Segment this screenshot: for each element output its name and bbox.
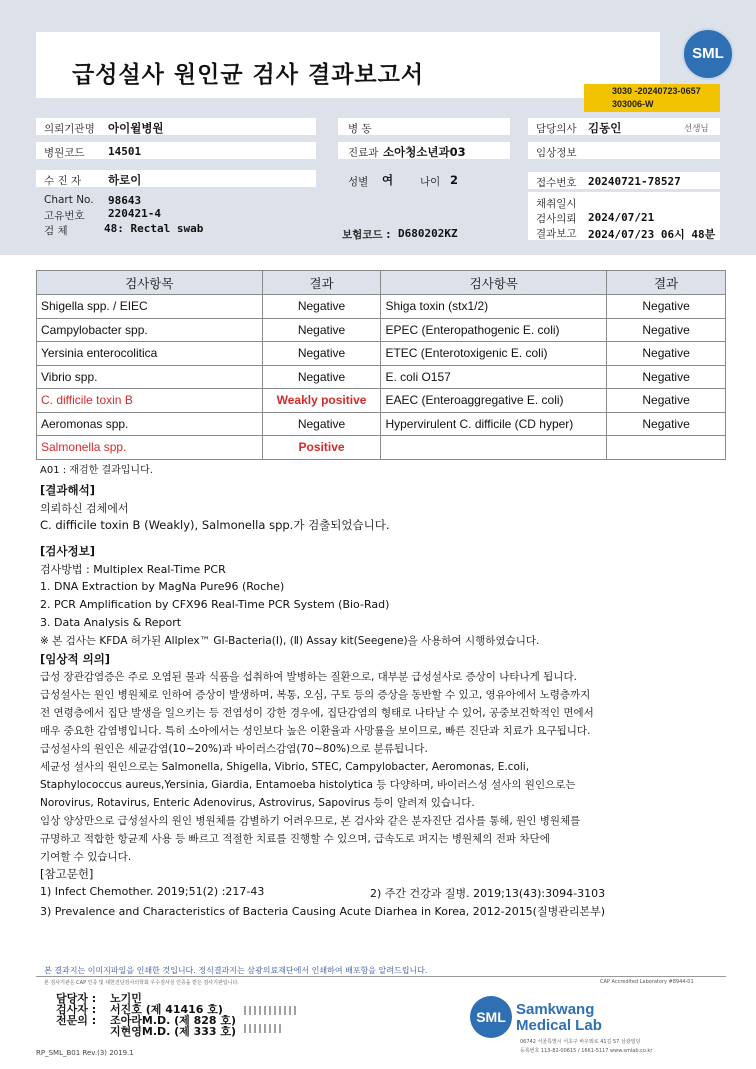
test-result: Negative <box>607 365 726 389</box>
clinical-line: 급성 장관감염증은 주로 오염된 물과 식품을 섭취하여 발병하는 질환으로, 대부분 급성설사로 증상이 나타나게 됩니다. <box>40 671 577 683</box>
lab-name-line-2: Medical Lab <box>516 1017 602 1034</box>
test-item: Aeromonas spp. <box>37 412 263 436</box>
lab-name-line-1: Samkwang <box>516 1001 595 1018</box>
test-item: Shigella spp. / EIEC <box>37 295 263 319</box>
test-item: Yersinia enterocolitica <box>37 342 263 366</box>
clinical-line: 규명하고 적합한 항균제 사용 등 빠르고 적절한 치료를 진행할 수 있으며, 급속도로 퍼지는 병원체의 전파 차단에 <box>40 833 550 845</box>
report-title: 급성설사 원인균 검사 결과보고서 <box>72 62 425 88</box>
chart-label: Chart No. <box>44 194 94 206</box>
test-info-line: 2. PCR Amplification by CFX96 Real-Time PCR System (Bio-Rad) <box>40 598 390 611</box>
clinical-line: 임상 양상만으로 급성설사의 원인 병원체를 감별하기 어려우므로, 본 검사와 같은 분자진단 검사를 통해, 원인 병원체를 <box>40 815 581 827</box>
reference-1: 1) Infect Chemother. 2019;51(2) :217-43 <box>40 885 265 898</box>
staff-specialist-1: 조아라M.D. (제 828 호) <box>110 1014 237 1027</box>
test-item: Campylobacter spp. <box>37 318 263 342</box>
sex-value: 여 <box>382 173 394 187</box>
interpretation-line-2: C. difficile toxin B (Weakly), Salmonella spp.가 검출되었습니다. <box>40 518 390 532</box>
test-item <box>381 436 607 460</box>
test-item: EAEC (Enteroaggregative E. coli) <box>381 389 607 413</box>
staff-manager-label: 담당자 : <box>56 992 97 1005</box>
test-item: ETEC (Enterotoxigenic E. coli) <box>381 342 607 366</box>
clinical-line: Staphylococcus aureus,Yersinia, Giardia, Entamoeba histolytica 등 다양하며, 바이러스성 설사의 원인으로는 <box>40 779 576 791</box>
cap-accreditation: CAP Accredited Laboratory #8944-01 <box>600 979 694 985</box>
lab-contact: 등록번호 113-82-00615 / 1661-5117 www.smlab.co.kr <box>520 1048 653 1054</box>
clinical-line: 기여할 수 있습니다. <box>40 851 132 863</box>
code-line-2: 303006-W <box>612 99 654 109</box>
clinical-line: 매우 중요한 감염병입니다. 특히 소아에서는 성인보다 높은 이환율과 사망률을 보이므로, 빠른 진단과 치료가 요구됩니다. <box>40 725 591 737</box>
header-result-1: 결과 <box>262 271 381 295</box>
retest-note: A01 : 재검한 결과입니다. <box>40 465 153 476</box>
doctor-label: 담당의사 <box>536 123 577 135</box>
chart-value: 98643 <box>108 194 142 207</box>
report-label: 결과보고 <box>536 228 577 240</box>
staff-specialist-2: 지현영M.D. (제 333 호) <box>110 1025 237 1038</box>
print-notice: 본 결과지는 이미지파일을 인쇄한 것입니다. 정식결과지는 삼광의료재단에서 인쇄하여 배포함을 알려드립니다. <box>44 966 428 975</box>
footer-divider <box>36 976 726 977</box>
header-result-2: 결과 <box>607 271 726 295</box>
table-row <box>37 295 726 319</box>
test-result: Negative <box>262 318 381 342</box>
staff-tester: 서진호 (제 41416 호) <box>110 1003 223 1016</box>
unique-value: 220421-4 <box>108 207 161 220</box>
institution-label: 의뢰기관명 <box>44 123 95 135</box>
clinical-line: 급성설사는 원인 병원체로 인하여 증상이 발생하며, 복통, 오심, 구토 등의 증상을 동반할 수 있고, 영유아에서 노령층까지 <box>40 689 591 701</box>
specimen-value: 48: Rectal swab <box>104 222 204 235</box>
test-item: Vibrio spp. <box>37 365 263 389</box>
lab-address: 06742 서울특별시 서초구 바우뫼로 41길 57 삼광빌딩 <box>520 1039 641 1045</box>
test-item-flagged: Salmonella spp. <box>37 436 263 460</box>
age-label: 나이 <box>420 176 441 188</box>
table-row <box>37 342 726 366</box>
test-item: Hypervirulent C. difficile (CD hyper) <box>381 412 607 436</box>
test-result <box>607 436 726 460</box>
receipt-label: 접수번호 <box>536 177 577 189</box>
receipt-value: 20240721-78527 <box>588 175 681 188</box>
form-code: RP_SML_B01 Rev.(3) 2019.1 <box>36 1049 134 1057</box>
clinical-significance-title: [임상적 의의] <box>40 652 111 666</box>
collect-label: 채취일시 <box>536 198 577 210</box>
signature-image <box>244 1006 296 1015</box>
specimen-label: 검 체 <box>44 225 68 237</box>
table-row <box>37 389 726 413</box>
clinical-line: 세균성 설사의 원인으로는 Salmonella, Shigella, Vibrio, STEC, Campylobacter, Aeromonas, E.coli, <box>40 761 530 773</box>
signature-image <box>244 1024 284 1033</box>
accreditation-note: 본 검사기관은 CAP 인증 및 대한진단검사의학회 우수검사실 인증을 받은 검사기관입니다. <box>44 980 239 986</box>
dept-value: 소아청소년과03 <box>383 145 466 159</box>
insurance-value: D680202KZ <box>398 227 458 240</box>
age-value: 2 <box>450 173 459 187</box>
table-header-row <box>37 271 726 295</box>
staff-tester-label: 검사자 : <box>56 1003 97 1016</box>
header-item-2: 검사항목 <box>381 271 607 295</box>
sex-label: 성별 <box>348 176 369 188</box>
sml-logo: SML <box>682 28 734 80</box>
test-result: Negative <box>607 389 726 413</box>
interpretation-line-1: 의뢰하신 검체에서 <box>40 502 129 515</box>
request-value: 2024/07/21 <box>588 211 655 224</box>
results-table <box>36 270 726 460</box>
test-result-flagged: Positive <box>262 436 381 460</box>
reference-3: 3) Prevalence and Characteristics of Bacteria Causing Acute Diarhea in Korea, 2012-2015(질병관리본부) <box>40 905 606 918</box>
test-result-flagged: Weakly positive <box>262 389 381 413</box>
test-info-line: 1. DNA Extraction by MagNa Pure96 (Roche) <box>40 580 285 593</box>
dept-label: 진료과 <box>348 147 379 159</box>
staff-specialist-label: 전문의 : <box>56 1014 97 1027</box>
patient-label: 수 진 자 <box>44 175 82 187</box>
clinical-label: 임상정보 <box>536 147 577 159</box>
test-result: Negative <box>262 412 381 436</box>
hospital-code-label: 병원코드 <box>44 147 85 159</box>
test-item: E. coli O157 <box>381 365 607 389</box>
samkwang-logo: SML <box>470 996 512 1038</box>
interpretation-title: [결과해석] <box>40 483 95 497</box>
hospital-code-value: 14501 <box>108 145 142 158</box>
request-label: 검사의뢰 <box>536 213 577 225</box>
patient-name: 하로이 <box>108 173 142 187</box>
test-result: Negative <box>607 295 726 319</box>
doctor-suffix: 선생님 <box>684 124 709 134</box>
report-value: 2024/07/23 06시 48분 <box>588 228 716 241</box>
test-info-note: ※ 본 검사는 KFDA 허가된 Allplex™ GI-Bacteria(Ⅰ), (Ⅱ) Assay kit(Seegene)을 사용하여 시행하였습니다. <box>40 635 540 647</box>
test-item-flagged: C. difficile toxin B <box>37 389 263 413</box>
institution-value: 아이윌병원 <box>108 121 164 135</box>
reference-2: 2) 주간 건강과 질병. 2019;13(43):3094-3103 <box>370 887 606 900</box>
references-title: [참고문헌] <box>40 867 94 881</box>
test-result: Negative <box>262 342 381 366</box>
test-info-title: [검사정보] <box>40 544 95 558</box>
test-result: Negative <box>607 342 726 366</box>
staff-manager: 노기민 <box>110 992 142 1005</box>
test-result: Negative <box>262 365 381 389</box>
table-row <box>37 436 726 460</box>
test-result: Negative <box>607 318 726 342</box>
test-result: Negative <box>607 412 726 436</box>
test-info-line: 3. Data Analysis & Report <box>40 616 182 629</box>
test-result: Negative <box>262 295 381 319</box>
clinical-line: 급성설사의 원인은 세균감염(10~20%)과 바이러스감염(70~80%)으로 분류됩니다. <box>40 743 428 755</box>
doctor-value: 김동인 <box>588 121 622 135</box>
ward-label: 병 동 <box>348 123 372 135</box>
table-row <box>37 365 726 389</box>
test-item: EPEC (Enteropathogenic E. coli) <box>381 318 607 342</box>
unique-label: 고유번호 <box>44 210 85 222</box>
clinical-line: 전 연령층에서 집단 발생을 일으키는 등 전염성이 강한 경우에, 집단감염의 형태로 나타날 수 있어, 공중보건학적인 면에서 <box>40 707 594 719</box>
table-row <box>37 412 726 436</box>
insurance-label: 보험코드 : <box>342 229 391 241</box>
header-item-1: 검사항목 <box>37 271 263 295</box>
code-line-1: 3030 -20240723-0657 <box>612 86 701 96</box>
test-item: Shiga toxin (stx1/2) <box>381 295 607 319</box>
table-row <box>37 318 726 342</box>
test-info-line: 검사방법 : Multiplex Real-Time PCR <box>40 563 226 576</box>
clinical-line: Norovirus, Rotavirus, Enteric Adenovirus, Astrovirus, Sapovirus 등이 알려져 있습니다. <box>40 797 475 809</box>
